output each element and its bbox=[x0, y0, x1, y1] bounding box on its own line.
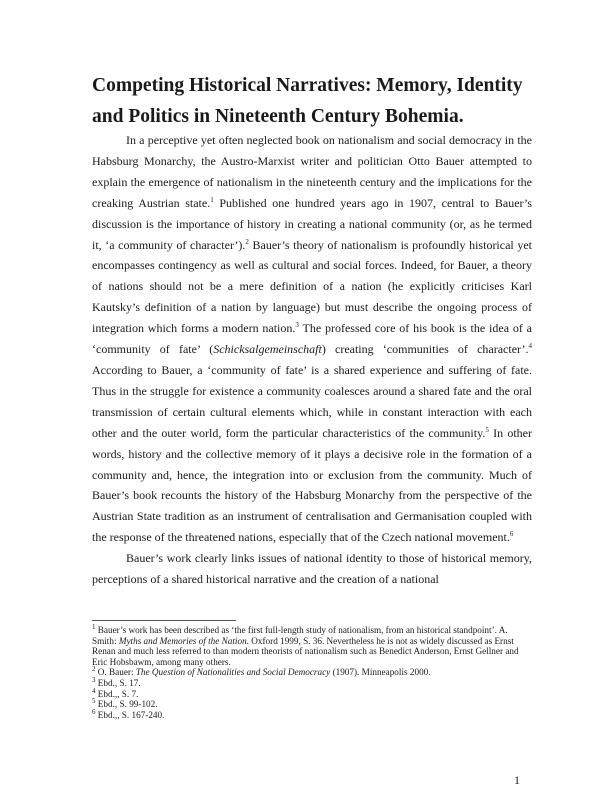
text-run: O. Bauer: bbox=[95, 667, 136, 678]
footnote-ref: 6 bbox=[509, 530, 514, 539]
text-run: In other words, history and the collective memory of it plays a decisive role in the formation of a community and, hence, the integration into or exclusion from the community. Much of Bauer’s book recounts the history of the Habsburg Monarchy from the perspective of the Austrian State tradition as an instrument of centralisation and Germanisation coupled with the response of the threatened nations, especially that of the Czech national movement. bbox=[92, 425, 533, 545]
text-run: Published one hundred years ago in 1907, central to Bauer’s discussion is the importance of history in creating a national community (or, as he termed it, ‘a community of character’). bbox=[92, 195, 532, 252]
italic-text: The Question of Nationalities and Social Democracy bbox=[135, 667, 331, 678]
footnote-ref: 4 bbox=[92, 686, 96, 695]
footnote bbox=[92, 707, 532, 721]
text-run: Bauer’s work has been described as ‘the first full-length study of nationalism, from an historical standpoint’. A. Smith: bbox=[92, 625, 508, 646]
footnote-ref: 3 bbox=[92, 675, 96, 684]
italic-text: Schicksalgemeinschaft bbox=[213, 342, 322, 357]
footnote-ref: 1 bbox=[210, 195, 214, 204]
italic-text: Myths and Memories of the Nation bbox=[118, 635, 247, 646]
footnote bbox=[92, 667, 532, 678]
text-run: Ebd.,, S. 7. bbox=[95, 688, 139, 699]
footnotes bbox=[92, 622, 532, 720]
text-run: In a perceptive yet often neglected book on nationalism and social democracy in the Habsburg Monarchy, the Austro-Marxist writer and politician Otto Bauer attempted to explain the emergence of nationalism in the nineteenth century and the implications for the creaking Austrian state. bbox=[92, 133, 532, 210]
paragraph bbox=[92, 130, 532, 548]
text-run: Ebd.,, S. 167-240. bbox=[95, 709, 165, 720]
paragraph bbox=[92, 548, 532, 590]
text-run: The professed core of his book is the idea of a ‘community of fate’ ( bbox=[92, 321, 532, 357]
page-number: 1 bbox=[514, 773, 520, 787]
text-run: Ebd., S. 99-102. bbox=[95, 699, 158, 710]
footnote-ref: 3 bbox=[295, 321, 299, 330]
text-run: Bauer’s theory of nationalism is profoundly historical yet encompasses contingency as well as cultural and social forces. Indeed, for Bauer, a theory of nations should not be a mere definition of a nation (he explicitly criticises Karl Kautsky’s definition of a nation by language) but must describe the ongoing process of integration which forms a modern nation. bbox=[92, 237, 533, 336]
text-run: Ebd., S. 17. bbox=[95, 677, 141, 688]
footnote-ref: 4 bbox=[528, 342, 532, 351]
footnote bbox=[92, 699, 532, 710]
footnote-separator bbox=[92, 620, 236, 621]
body-text bbox=[92, 130, 532, 590]
footnote bbox=[92, 686, 532, 700]
text-run: (1907). Minneapolis 2000. bbox=[330, 667, 431, 678]
paper-title: Competing Historical Narratives: Memory, Identity and Politics in Nineteenth Century Bohemia. bbox=[92, 75, 523, 127]
text-run: ) creating ‘communities of character’. bbox=[321, 342, 529, 357]
footnote bbox=[92, 675, 532, 689]
text-run: . Oxford 1999, S. 36. Nevertheless he is not as widely discussed as Ernst Renan and much less referred to than modern theorists of nationalism such as Benedict Anderson, Ernst Gellner and Eric Hobsbawm, among many others. bbox=[92, 635, 519, 667]
footnote-ref: 2 bbox=[245, 237, 249, 246]
text-run: Bauer’s work clearly links issues of national identity to those of historical memory, perceptions of a shared historical narrative and the creation of a national bbox=[92, 551, 532, 587]
footnote-ref: 5 bbox=[485, 425, 489, 434]
footnote-ref: 1 bbox=[92, 622, 96, 631]
footnote-ref: 2 bbox=[92, 665, 96, 674]
footnote-ref: 5 bbox=[92, 697, 96, 706]
footnote-ref: 6 bbox=[92, 707, 96, 716]
text-run: According to Bauer, a ‘community of fate’ is a shared experience and suffering of fate. Thus in the struggle for existence a community coalesces around a shared fate and the oral transmission of certain cultural elements which, while in constant interaction with each other and the outer world, form the particular characteristics of the community. bbox=[92, 362, 532, 440]
footnote bbox=[92, 622, 532, 667]
